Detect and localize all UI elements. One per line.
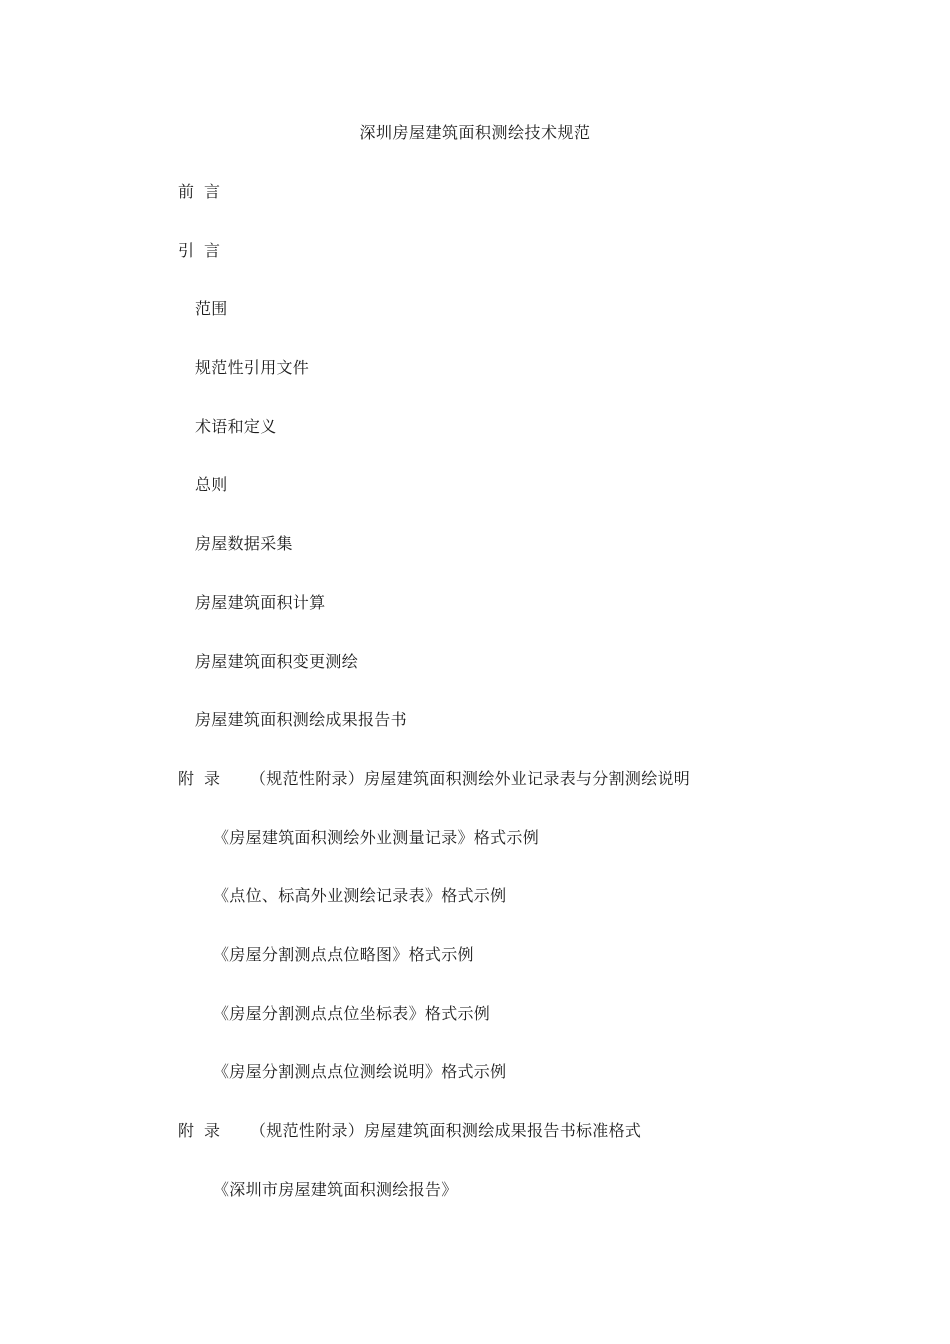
toc-appendix-item: 《房屋分割测点点位测绘说明》格式示例	[213, 1062, 507, 1082]
toc-chapter: 总则	[195, 475, 228, 495]
toc-chapter: 房屋建筑面积变更测绘	[195, 651, 359, 671]
table-of-contents	[0, 181, 950, 1237]
toc-chapter: 房屋数据采集	[195, 534, 293, 554]
toc-chapter: 房屋建筑面积计算	[195, 592, 326, 612]
toc-chapter: 范围	[195, 299, 228, 319]
toc-preface	[0, 181, 950, 240]
toc-chapter: 规范性引用文件	[195, 358, 310, 378]
appendix-a-label: 附录	[178, 768, 231, 788]
toc-appendix-item: 《房屋分割测点点位坐标表》格式示例	[213, 1003, 491, 1023]
toc-introduction-label: 引言	[178, 240, 231, 260]
toc-appendix-b	[0, 1120, 950, 1179]
toc-appendix-item: 《房屋建筑面积测绘外业测量记录》格式示例	[213, 827, 540, 847]
appendix-a-title: （规范性附录）房屋建筑面积测绘外业记录表与分割测绘说明	[250, 768, 691, 788]
toc-preface-label: 前言	[178, 182, 231, 201]
appendix-b-label: 附录	[178, 1121, 231, 1140]
document-title: 深圳房屋建筑面积测绘技术规范	[359, 123, 591, 142]
toc-appendix-a	[0, 768, 950, 827]
appendix-b-title: （规范性附录）房屋建筑面积测绘成果报告书标准格式	[250, 1121, 642, 1140]
toc-chapter: 房屋建筑面积测绘成果报告书	[195, 710, 407, 730]
toc-chapter: 术语和定义	[195, 416, 277, 436]
toc-introduction	[0, 240, 950, 299]
toc-appendix-item: 《深圳市房屋建筑面积测绘报告》	[213, 1179, 458, 1199]
toc-appendix-item: 《房屋分割测点点位略图》格式示例	[213, 944, 474, 964]
toc-appendix-item: 《点位、标高外业测绘记录表》格式示例	[213, 886, 507, 906]
